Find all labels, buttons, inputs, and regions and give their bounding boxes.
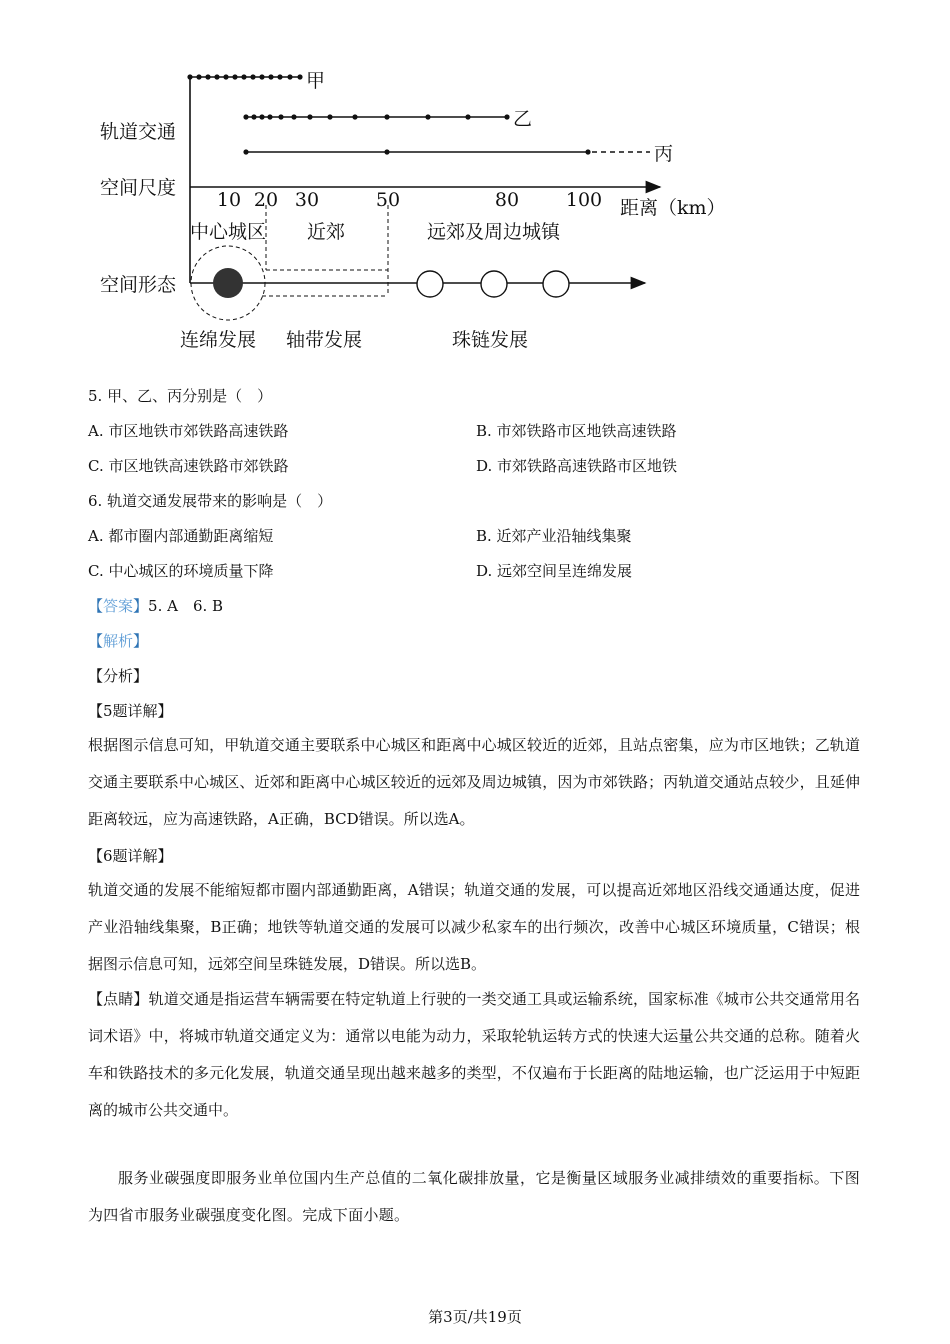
station-dot	[196, 74, 201, 79]
q6-option-a: A. 都市圈内部通勤距离缩短	[88, 527, 274, 545]
station-dot	[352, 114, 357, 119]
station-dot	[223, 74, 228, 79]
station-dot	[251, 114, 256, 119]
label-form: 空间形态	[100, 274, 177, 296]
station-dot	[232, 74, 237, 79]
form-label: 轴带发展	[286, 329, 363, 351]
zone-label: 远郊及周边城镇	[427, 221, 561, 243]
tick: 20	[253, 189, 279, 211]
page-footer: 第3页/共19页	[428, 1308, 522, 1326]
station-dot	[243, 149, 248, 154]
station-dot	[278, 114, 283, 119]
q5-detail-title: 【5题详解】	[88, 702, 173, 720]
form-label: 珠链发展	[452, 329, 529, 351]
fenxi-heading: 【分析】	[88, 667, 149, 685]
town-circle	[481, 271, 507, 297]
station-dot	[297, 74, 302, 79]
q5-option-c: C. 市区地铁高速铁路市郊铁路	[88, 457, 289, 475]
analysis-heading: 【解析】	[88, 632, 149, 650]
station-dot	[259, 114, 264, 119]
label-rail: 轨道交通	[100, 121, 177, 143]
tick: 10	[216, 189, 242, 211]
tick: 50	[375, 189, 401, 211]
tick: 100	[565, 189, 603, 211]
answer-line: 【答案】5. A 6. B	[88, 597, 224, 615]
town-circle	[543, 271, 569, 297]
rail-transit-diagram	[0, 0, 950, 370]
station-dot	[187, 74, 192, 79]
line-yi-label: 乙	[513, 108, 533, 130]
station-dot	[267, 114, 272, 119]
station-dot	[277, 74, 282, 79]
q5-option-d: D. 市郊铁路高速铁路市区地铁	[476, 457, 678, 475]
q6-detail-text: 轨道交通的发展不能缩短都市圈内部通勤距离，A错误；轨道交通的发展，可以提高近郊地区沿线交通通达度，促进产业沿轴线集聚，B正确；地铁等轨道交通的发展可以减少私家车的出行频次，改善中心城区环境质量，C错误；根据图示信息可知，远郊空间呈珠链发展，D错误。所以选B。	[88, 881, 860, 973]
axis-label: 距离（km）	[620, 197, 726, 219]
station-dot	[241, 74, 246, 79]
tick: 30	[294, 189, 320, 211]
dianjing-block: 【点睛】轨道交通是指运营车辆需要在特定轨道上行驶的一类交通工具或运输系统，国家标准《城市公共交通常用名词术语》中，将城市轨道交通定义为：通常以电能为动力，采取轮轨运转方式的快速大运量公共交通的总称。随着火车和铁路技术的多元化发展，轨道交通呈现出越来越多的类型，不仅遍布于长距离的陆地运输，也广泛运用于中短距离的城市公共交通中。	[88, 990, 860, 1119]
station-dot	[243, 114, 248, 119]
station-dot	[250, 74, 255, 79]
q6-stem: 6. 轨道交通发展带来的影响是（ ）	[88, 492, 333, 510]
zone-label: 中心城区	[190, 221, 267, 243]
station-dot	[384, 149, 389, 154]
intro-paragraph: 服务业碳强度即服务业单位国内生产总值的二氧化碳排放量，它是衡量区域服务业减排绩效的重要指标。下图为四省市服务业碳强度变化图。完成下面小题。	[88, 1169, 860, 1224]
form-label: 连绵发展	[180, 329, 257, 351]
station-dot	[287, 74, 292, 79]
station-dot	[259, 74, 264, 79]
q5-option-b: B. 市郊铁路市区地铁高速铁路	[476, 422, 677, 440]
station-dot	[384, 114, 389, 119]
q6-detail-title: 【6题详解】	[88, 847, 173, 865]
station-dot	[425, 114, 430, 119]
town-circle	[417, 271, 443, 297]
station-dot	[268, 74, 273, 79]
station-dot	[291, 114, 296, 119]
q6-option-c: C. 中心城区的环境质量下降	[88, 562, 274, 580]
station-dot	[205, 74, 210, 79]
station-dot	[585, 149, 590, 154]
station-dot	[327, 114, 332, 119]
label-scale: 空间尺度	[100, 177, 177, 199]
zone-label: 近郊	[307, 221, 346, 243]
q5-option-a: A. 市区地铁市郊铁路高速铁路	[88, 422, 289, 440]
line-bing-label: 丙	[654, 143, 674, 165]
station-dot	[504, 114, 509, 119]
station-dot	[214, 74, 219, 79]
city-core-circle	[213, 268, 243, 298]
tick: 80	[494, 189, 520, 211]
station-dot	[307, 114, 312, 119]
q6-option-d: D. 远郊空间呈连绵发展	[476, 562, 633, 580]
line-jia-label: 甲	[306, 70, 326, 92]
q6-option-b: B. 近郊产业沿轴线集聚	[476, 527, 632, 545]
station-dot	[465, 114, 470, 119]
q5-detail-text: 根据图示信息可知，甲轨道交通主要联系中心城区和距离中心城区较近的近郊，且站点密集，应为市区地铁；乙轨道交通主要联系中心城区、近郊和距离中心城区较近的远郊及周边城镇，因为市郊铁路；丙轨道交通站点较少，且延伸距离较远，应为高速铁路，A正确，BCD错误。所以选A。	[88, 736, 860, 828]
q5-stem: 5. 甲、乙、丙分别是（ ）	[88, 387, 273, 405]
